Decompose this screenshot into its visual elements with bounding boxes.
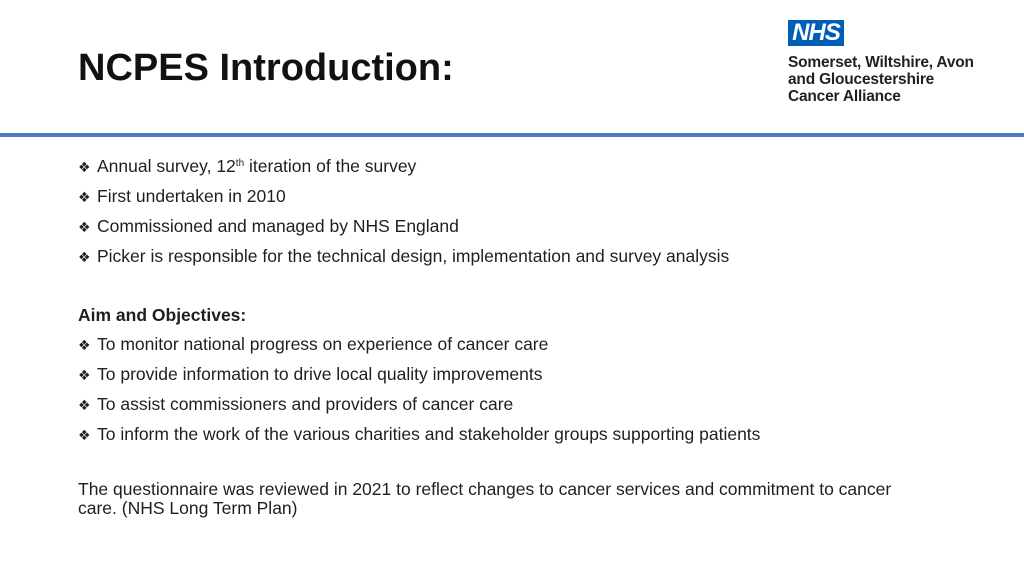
aim-bullet-text: To inform the work of the various charities and stakeholder groups supporting patients <box>97 424 761 444</box>
diamond-bullet-icon: ❖ <box>78 249 91 265</box>
slide-body <box>78 152 978 518</box>
intro-bullet-text: Commissioned and managed by NHS England <box>97 216 459 236</box>
aim-bullet-text: To monitor national progress on experience of cancer care <box>97 334 549 354</box>
aim-bullet-text: To provide information to drive local quality improvements <box>97 364 543 384</box>
logo-org-line-3: Cancer Alliance <box>788 88 901 105</box>
diamond-bullet-icon: ❖ <box>78 397 91 413</box>
slide-title: NCPES Introduction: <box>78 47 454 89</box>
diamond-bullet-icon: ❖ <box>78 219 91 235</box>
nhs-cancer-alliance-logo <box>788 20 1008 110</box>
aim-bullet-3 <box>78 390 978 420</box>
intro-bullet-3 <box>78 212 978 242</box>
diamond-bullet-icon: ❖ <box>78 367 91 383</box>
diamond-bullet-icon: ❖ <box>78 159 91 175</box>
diamond-bullet-icon: ❖ <box>78 189 91 205</box>
intro-bullet-text: Annual survey, 12th iteration of the survey <box>97 156 417 176</box>
intro-bullet-text: Picker is responsible for the technical design, implementation and survey analysis <box>97 246 730 266</box>
aim-bullet-text: To assist commissioners and providers of cancer care <box>97 394 514 414</box>
intro-bullet-text: First undertaken in 2010 <box>97 186 286 206</box>
intro-bullet-2 <box>78 182 978 212</box>
logo-org-line-1: Somerset, Wiltshire, Avon <box>788 54 974 71</box>
aims-heading: Aim and Objectives: <box>78 305 247 325</box>
intro-bullet-1 <box>78 152 978 182</box>
ordinal-suffix: th <box>235 158 245 169</box>
aim-bullet-4 <box>78 420 978 450</box>
closing-paragraph: The questionnaire was reviewed in 2021 to reflect changes to cancer services and commitment to cancer care. (NHS Long Term Plan) <box>78 479 892 518</box>
nhs-logo-mark: NHS <box>788 20 844 46</box>
logo-org-line-2: and Gloucestershire <box>788 71 935 88</box>
diamond-bullet-icon: ❖ <box>78 427 91 443</box>
intro-bullet-4 <box>78 242 978 272</box>
header-divider <box>0 133 1024 137</box>
aim-bullet-2 <box>78 360 978 390</box>
aim-bullet-1 <box>78 330 978 360</box>
diamond-bullet-icon: ❖ <box>78 337 91 353</box>
